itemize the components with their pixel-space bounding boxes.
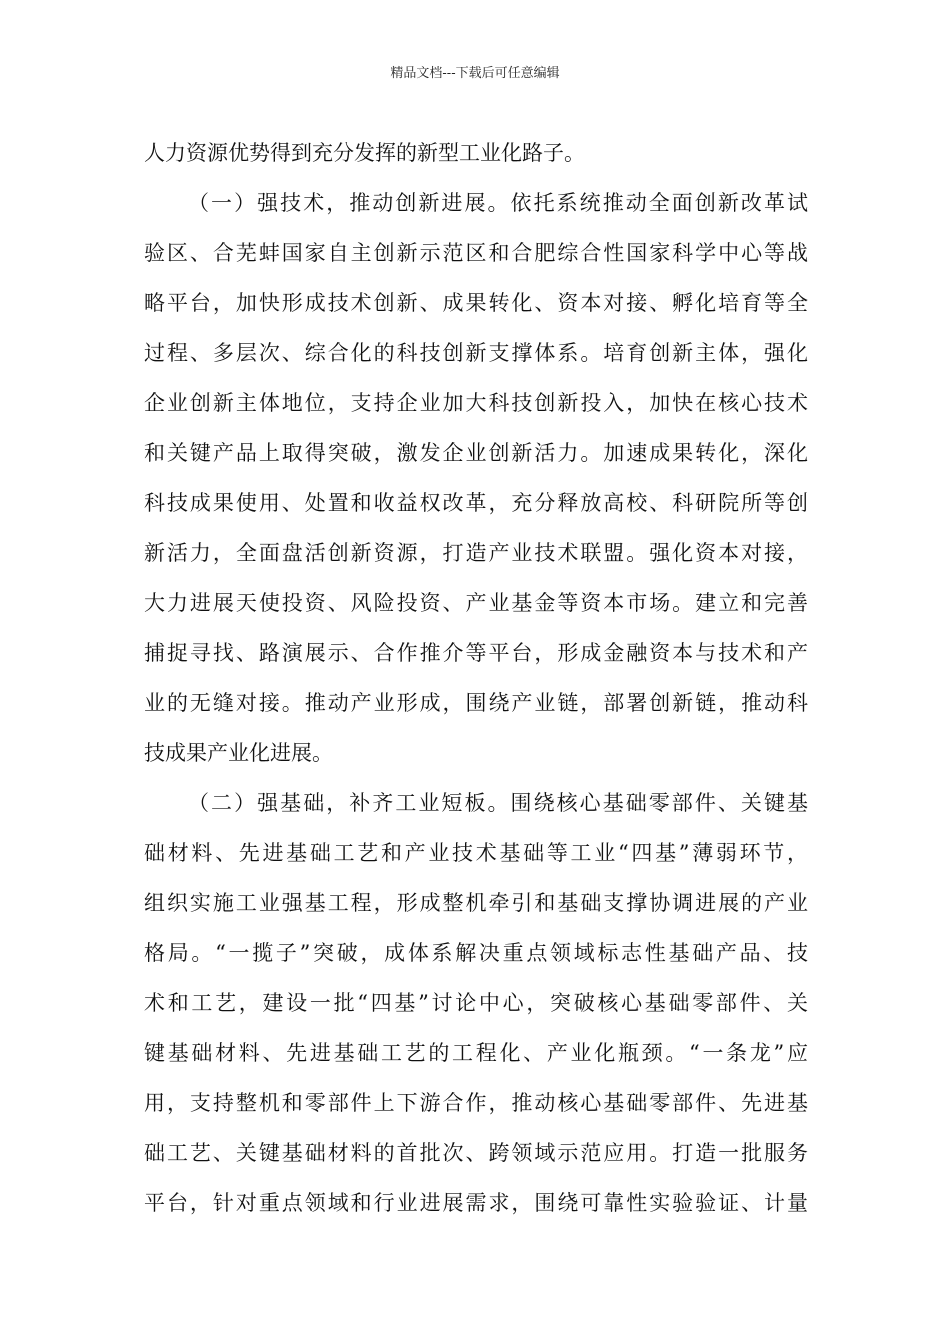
text-line: 用，支持整机和零部件上下游合作，推动核心基础零部件、先进基 — [144, 1091, 808, 1115]
text-line: 人力资源优势得到充分发挥的新型工业化路子。 — [144, 141, 585, 165]
document-body — [144, 128, 808, 1228]
text-line: 业的无缝对接。推动产业形成，围绕产业链，部署创新链，推动科 — [144, 691, 808, 715]
text-line: 和关键产品上取得突破，激发企业创新活力。加速成果转化，深化 — [144, 441, 808, 465]
text-line: 捕捉寻找、路演展示、合作推介等平台，形成金融资本与技术和产 — [144, 641, 808, 665]
text-line: 组织实施工业强基工程，形成整机牵引和基础支撑协调进展的产业 — [144, 891, 808, 915]
page-header: 精品文档---下载后可任意编辑 — [390, 66, 560, 81]
text-line: 平台，针对重点领域和行业进展需求，围绕可靠性实验验证、计量 — [144, 1191, 808, 1215]
text-line: 科技成果使用、处置和收益权改革，充分释放高校、科研院所等创 — [144, 491, 808, 515]
text-line: 验区、合芜蚌国家自主创新示范区和合肥综合性国家科学中心等战 — [144, 241, 808, 265]
text-line: 键基础材料、先进基础工艺的工程化、产业化瓶颈。“一条龙”应 — [144, 1041, 808, 1065]
text-line: 略平台，加快形成技术创新、成果转化、资本对接、孵化培育等全 — [144, 291, 808, 315]
text-line: 企业创新主体地位，支持企业加大科技创新投入，加快在核心技术 — [144, 391, 808, 415]
paragraph-first-line: （二）强基础，补齐工业短板。围绕核心基础零部件、关键基 — [188, 791, 808, 815]
text-line: 格局。“一揽子”突破，成体系解决重点领域标志性基础产品、技 — [144, 941, 808, 965]
text-line: 大力进展天使投资、风险投资、产业基金等资本市场。建立和完善 — [144, 591, 808, 615]
text-line: 础工艺、关键基础材料的首批次、跨领域示范应用。打造一批服务 — [144, 1141, 808, 1165]
text-line: 过程、多层次、综合化的科技创新支撑体系。培育创新主体，强化 — [144, 341, 808, 365]
text-line: 础材料、先进基础工艺和产业技术基础等工业“四基”薄弱环节， — [144, 841, 808, 865]
paragraph-last-line: 技成果产业化进展。 — [144, 741, 333, 765]
text-line: 术和工艺，建设一批“四基”讨论中心，突破核心基础零部件、关 — [144, 991, 808, 1015]
text-line: 新活力，全面盘活创新资源，打造产业技术联盟。强化资本对接， — [144, 541, 808, 565]
paragraph-first-line: （一）强技术，推动创新进展。依托系统推动全面创新改革试 — [188, 191, 808, 215]
